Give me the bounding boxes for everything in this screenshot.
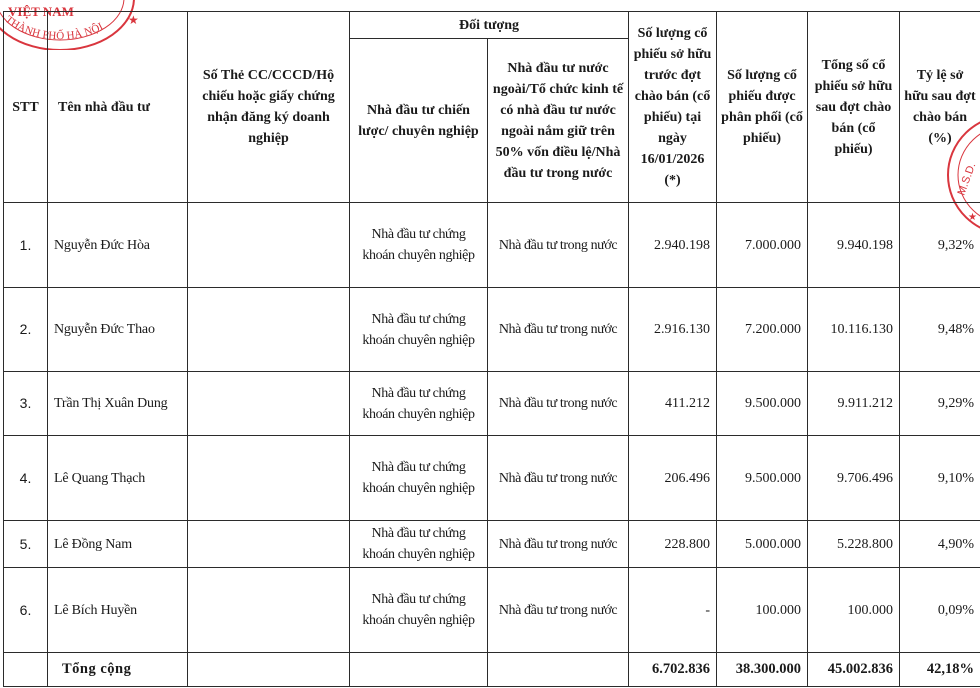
total-shares-allocated: 38.300.000 [717, 653, 808, 687]
header-id-document: Số Thẻ CC/CCCD/Hộ chiếu hoặc giấy chứng nhận đăng ký doanh nghiệp [188, 12, 350, 203]
header-shares-after: Tổng số cổ phiếu sở hữu sau đợt chào bán (cổ phiếu) [808, 12, 900, 203]
cell-strategic-empty [350, 653, 488, 687]
header-investor-name: Tên nhà đầu tư [48, 12, 188, 203]
cell-stt: 2. [4, 288, 48, 372]
cell-id-document [188, 372, 350, 436]
table-row [4, 203, 980, 288]
cell-id-document [188, 521, 350, 568]
cell-shares-after: 10.116.130 [808, 288, 900, 372]
cell-id-document [188, 288, 350, 372]
cell-shares-before: - [629, 568, 717, 653]
cell-shares-after: 9.940.198 [808, 203, 900, 288]
cell-domestic-type: Nhà đầu tư trong nước [488, 436, 629, 521]
table-row [4, 372, 980, 436]
cell-shares-allocated: 9.500.000 [717, 372, 808, 436]
svg-text:★: ★ [968, 212, 977, 223]
cell-investor-name: Lê Đồng Nam [48, 521, 188, 568]
cell-shares-allocated: 9.500.000 [717, 436, 808, 521]
cell-domestic-type: Nhà đầu tư trong nước [488, 521, 629, 568]
cell-domestic-type: Nhà đầu tư trong nước [488, 288, 629, 372]
svg-text:VIỆT NAM: VIỆT NAM [8, 4, 74, 19]
cell-shares-allocated: 7.200.000 [717, 288, 808, 372]
total-shares-before: 6.702.836 [629, 653, 717, 687]
cell-id-document-empty [188, 653, 350, 687]
cell-strategic-type: Nhà đầu tư chứng khoán chuyên nghiệp [350, 372, 488, 436]
svg-text:★: ★ [128, 13, 139, 27]
cell-shares-before: 2.916.130 [629, 288, 717, 372]
header-shares-before: Số lượng cổ phiếu sở hữu trước đợt chào bán (cổ phiếu) tại ngày 16/01/2026 (*) [629, 12, 717, 203]
cell-ownership-ratio: 9,10% [900, 436, 980, 521]
svg-text:M.S.D.: M.S.D. [955, 161, 979, 198]
svg-text:THÀNH PHỐ HÀ NỘI: THÀNH PHỐ HÀ NỘI [2, 13, 106, 43]
cell-strategic-type: Nhà đầu tư chứng khoán chuyên nghiệp [350, 436, 488, 521]
cell-strategic-type: Nhà đầu tư chứng khoán chuyên nghiệp [350, 203, 488, 288]
cell-id-document [188, 568, 350, 653]
table-row [4, 436, 980, 521]
cell-shares-allocated: 5.000.000 [717, 521, 808, 568]
cell-shares-allocated: 100.000 [717, 568, 808, 653]
cell-stt: 5. [4, 521, 48, 568]
table-row [4, 521, 980, 568]
investor-allocation-table [3, 11, 980, 687]
cell-investor-name: Trần Thị Xuân Dung [48, 372, 188, 436]
cell-domestic-type: Nhà đầu tư trong nước [488, 203, 629, 288]
table-row [4, 288, 980, 372]
cell-shares-allocated: 7.000.000 [717, 203, 808, 288]
table-row [4, 568, 980, 653]
cell-id-document [188, 203, 350, 288]
cell-domestic-empty [488, 653, 629, 687]
header-shares-allocated: Số lượng cổ phiếu được phân phối (cổ phiếu) [717, 12, 808, 203]
cell-investor-name: Nguyễn Đức Hòa [48, 203, 188, 288]
cell-shares-after: 9.911.212 [808, 372, 900, 436]
header-investor-type: Đối tượng [350, 12, 629, 39]
cell-stt: 4. [4, 436, 48, 521]
cell-investor-name: Nguyễn Đức Thao [48, 288, 188, 372]
total-shares-after: 45.002.836 [808, 653, 900, 687]
cell-shares-after: 100.000 [808, 568, 900, 653]
total-row [4, 653, 980, 687]
cell-domestic-type: Nhà đầu tư trong nước [488, 372, 629, 436]
cell-stt: 1. [4, 203, 48, 288]
cell-ownership-ratio: 4,90% [900, 521, 980, 568]
header-strategic-investor: Nhà đầu tư chiến lược/ chuyên nghiệp [350, 39, 488, 203]
header-ownership-ratio: Tỷ lệ sở hữu sau đợt chào bán (%) [900, 12, 980, 203]
cell-investor-name: Lê Quang Thạch [48, 436, 188, 521]
cell-stt: 3. [4, 372, 48, 436]
cell-domestic-type: Nhà đầu tư trong nước [488, 568, 629, 653]
cell-strategic-type: Nhà đầu tư chứng khoán chuyên nghiệp [350, 568, 488, 653]
total-label: Tổng cộng [48, 653, 188, 687]
cell-strategic-type: Nhà đầu tư chứng khoán chuyên nghiệp [350, 288, 488, 372]
cell-strategic-type: Nhà đầu tư chứng khoán chuyên nghiệp [350, 521, 488, 568]
cell-shares-after: 9.706.496 [808, 436, 900, 521]
cell-ownership-ratio: 9,48% [900, 288, 980, 372]
cell-shares-before: 411.212 [629, 372, 717, 436]
cell-ownership-ratio: 9,32% [900, 203, 980, 288]
cell-shares-before: 228.800 [629, 521, 717, 568]
cell-investor-name: Lê Bích Huyền [48, 568, 188, 653]
cell-shares-after: 5.228.800 [808, 521, 900, 568]
cell-stt: 6. [4, 568, 48, 653]
cell-stt-empty [4, 653, 48, 687]
cell-ownership-ratio: 0,09% [900, 568, 980, 653]
header-stt: STT [4, 12, 48, 203]
header-foreign-domestic-investor: Nhà đầu tư nước ngoài/Tổ chức kinh tế có nhà đầu tư nước ngoài nắm giữ trên 50% vốn điều lệ/Nhà đầu tư trong nước [488, 39, 629, 203]
cell-ownership-ratio: 9,29% [900, 372, 980, 436]
cell-shares-before: 2.940.198 [629, 203, 717, 288]
cell-shares-before: 206.496 [629, 436, 717, 521]
cell-id-document [188, 436, 350, 521]
total-ownership-ratio: 42,18% [900, 653, 980, 687]
